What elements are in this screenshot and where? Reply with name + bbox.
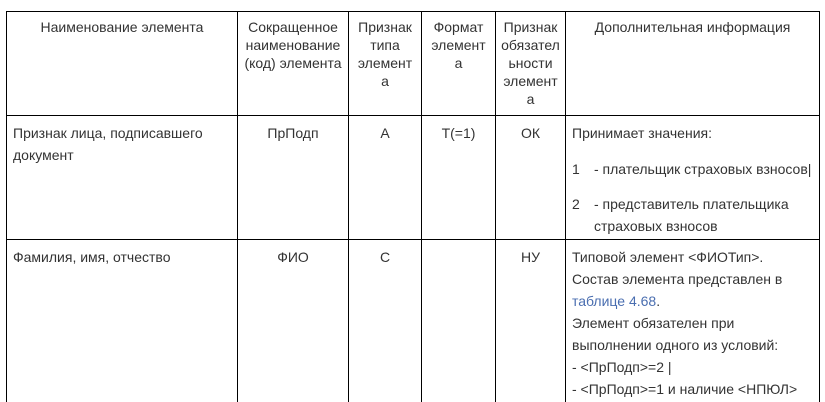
- cell-type: С: [349, 240, 422, 402]
- table-row: [7, 116, 820, 240]
- header-element-code: Сокращенное наименование (код) элемента: [238, 12, 349, 116]
- table-reference-link[interactable]: таблице 4.68: [572, 293, 657, 309]
- cell-required: НУ: [496, 240, 566, 402]
- cell-code: ФИО: [238, 240, 349, 402]
- info-line-text: Состав элемента представлен в: [572, 271, 783, 287]
- cell-info: [566, 240, 820, 402]
- table-header-row: [7, 12, 820, 116]
- info-line: Элемент обязателен при выполнении одного из условий:: [572, 315, 779, 353]
- header-element-format: Формат элемент а: [422, 12, 496, 116]
- info-condition: - <ПрПодп>=1 и наличие <НПЮЛ>: [572, 381, 798, 397]
- table-row: [7, 240, 820, 402]
- cell-format: [422, 240, 496, 402]
- header-element-type: Признак типа элемент а: [349, 12, 422, 116]
- info-intro: Принимает значения:: [572, 125, 712, 141]
- cell-format: Т(=1): [422, 116, 496, 240]
- info-line: Типовой элемент <ФИОТип>.: [572, 249, 764, 265]
- cell-code: ПрПодп: [238, 116, 349, 240]
- header-element-name: Наименование элемента: [7, 12, 238, 116]
- option-text: - представитель плательщика страховых взносов: [594, 196, 789, 234]
- info-line: [572, 268, 815, 312]
- cell-info: [566, 116, 820, 240]
- info-option: [572, 193, 815, 237]
- option-number: 2: [572, 196, 580, 212]
- cell-name: Фамилия, имя, отчество: [7, 240, 238, 402]
- document-table: [6, 11, 820, 402]
- header-additional-info: Дополнительная информация: [566, 12, 820, 116]
- cell-name: Признак лица, подписавшего документ: [7, 116, 238, 240]
- info-line-text: .: [656, 293, 661, 309]
- header-element-required: Признак обязател ьности элемент а: [496, 12, 566, 116]
- cell-type: А: [349, 116, 422, 240]
- option-number: 1: [572, 161, 580, 177]
- cell-required: ОК: [496, 116, 566, 240]
- info-condition: - <ПрПодп>=2 |: [572, 359, 672, 375]
- option-text: - плательщик страховых взносов|: [594, 161, 812, 177]
- info-option: [572, 158, 815, 180]
